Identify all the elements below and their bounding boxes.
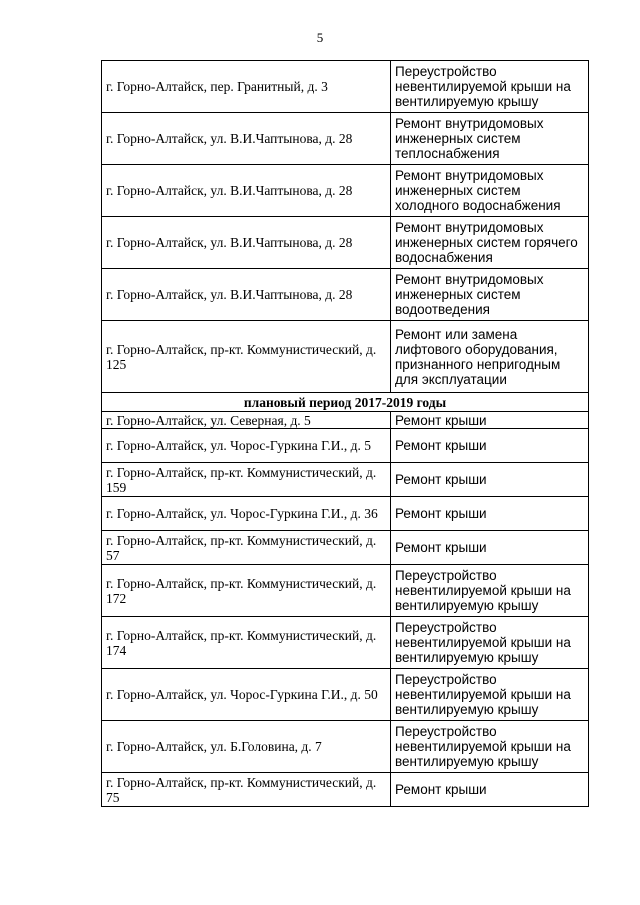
address-cell: г. Горно-Алтайск, ул. В.И.Чаптынова, д. 28 bbox=[102, 269, 391, 321]
address-cell: г. Горно-Алтайск, ул. Чорос-Гуркина Г.И., д. 50 bbox=[102, 669, 391, 721]
section-title: плановый период 2017-2019 годы bbox=[102, 393, 589, 412]
address-cell: г. Горно-Алтайск, пр-кт. Коммунистический, д. 57 bbox=[102, 531, 391, 565]
table-row bbox=[102, 269, 589, 321]
page-number: 5 bbox=[316, 30, 324, 45]
work-type-cell: Ремонт крыши bbox=[391, 429, 589, 463]
table-body bbox=[102, 61, 589, 807]
address-cell: г. Горно-Алтайск, пр-кт. Коммунистический, д. 75 bbox=[102, 773, 391, 807]
table-row bbox=[102, 217, 589, 269]
work-type-cell: Переустройство невентилируемой крыши на вентилируемую крышу bbox=[391, 617, 589, 669]
table-row bbox=[102, 412, 589, 429]
work-type-cell: Переустройство невентилируемой крыши на вентилируемую крышу bbox=[391, 669, 589, 721]
repair-plan-table bbox=[101, 60, 589, 807]
address-cell: г. Горно-Алтайск, ул. В.И.Чаптынова, д. 28 bbox=[102, 113, 391, 165]
table-row bbox=[102, 565, 589, 617]
table-row bbox=[102, 113, 589, 165]
work-type-cell: Переустройство невентилируемой крыши на вентилируемую крышу bbox=[391, 721, 589, 773]
work-type-cell: Ремонт крыши bbox=[391, 773, 589, 807]
table-row bbox=[102, 669, 589, 721]
address-cell: г. Горно-Алтайск, пр-кт. Коммунистический, д. 125 bbox=[102, 321, 391, 393]
table-row bbox=[102, 721, 589, 773]
address-cell: г. Горно-Алтайск, пр-кт. Коммунистический, д. 159 bbox=[102, 463, 391, 497]
work-type-cell: Переустройство невентилируемой крыши на вентилируемую крышу bbox=[391, 61, 589, 113]
table-row bbox=[102, 531, 589, 565]
address-cell: г. Горно-Алтайск, ул. В.И.Чаптынова, д. 28 bbox=[102, 217, 391, 269]
work-type-cell: Ремонт крыши bbox=[391, 531, 589, 565]
address-cell: г. Горно-Алтайск, ул. Б.Головина, д. 7 bbox=[102, 721, 391, 773]
work-type-cell: Ремонт крыши bbox=[391, 463, 589, 497]
work-type-cell: Ремонт крыши bbox=[391, 412, 589, 429]
work-type-cell: Ремонт или замена лифтового оборудования, признанного непригодным для эксплуатации bbox=[391, 321, 589, 393]
address-cell: г. Горно-Алтайск, ул. В.И.Чаптынова, д. 28 bbox=[102, 165, 391, 217]
address-cell: г. Горно-Алтайск, ул. Северная, д. 5 bbox=[102, 412, 391, 429]
table-row bbox=[102, 773, 589, 807]
section-header-row bbox=[102, 393, 589, 412]
work-type-cell: Ремонт внутридомовых инженерных систем холодного водоснабжения bbox=[391, 165, 589, 217]
table-row bbox=[102, 617, 589, 669]
table-row bbox=[102, 61, 589, 113]
table-row bbox=[102, 497, 589, 531]
table-row bbox=[102, 165, 589, 217]
table-row bbox=[102, 321, 589, 393]
work-type-cell: Ремонт внутридомовых инженерных систем теплоснабжения bbox=[391, 113, 589, 165]
address-cell: г. Горно-Алтайск, пр-кт. Коммунистический, д. 172 bbox=[102, 565, 391, 617]
work-type-cell: Ремонт внутридомовых инженерных систем горячего водоснабжения bbox=[391, 217, 589, 269]
address-cell: г. Горно-Алтайск, ул. Чорос-Гуркина Г.И., д. 36 bbox=[102, 497, 391, 531]
work-type-cell: Ремонт крыши bbox=[391, 497, 589, 531]
address-cell: г. Горно-Алтайск, пер. Гранитный, д. 3 bbox=[102, 61, 391, 113]
address-cell: г. Горно-Алтайск, пр-кт. Коммунистический, д. 174 bbox=[102, 617, 391, 669]
address-cell: г. Горно-Алтайск, ул. Чорос-Гуркина Г.И., д. 5 bbox=[102, 429, 391, 463]
table-row bbox=[102, 463, 589, 497]
work-type-cell: Переустройство невентилируемой крыши на вентилируемую крышу bbox=[391, 565, 589, 617]
work-type-cell: Ремонт внутридомовых инженерных систем водоотведения bbox=[391, 269, 589, 321]
table-row bbox=[102, 429, 589, 463]
